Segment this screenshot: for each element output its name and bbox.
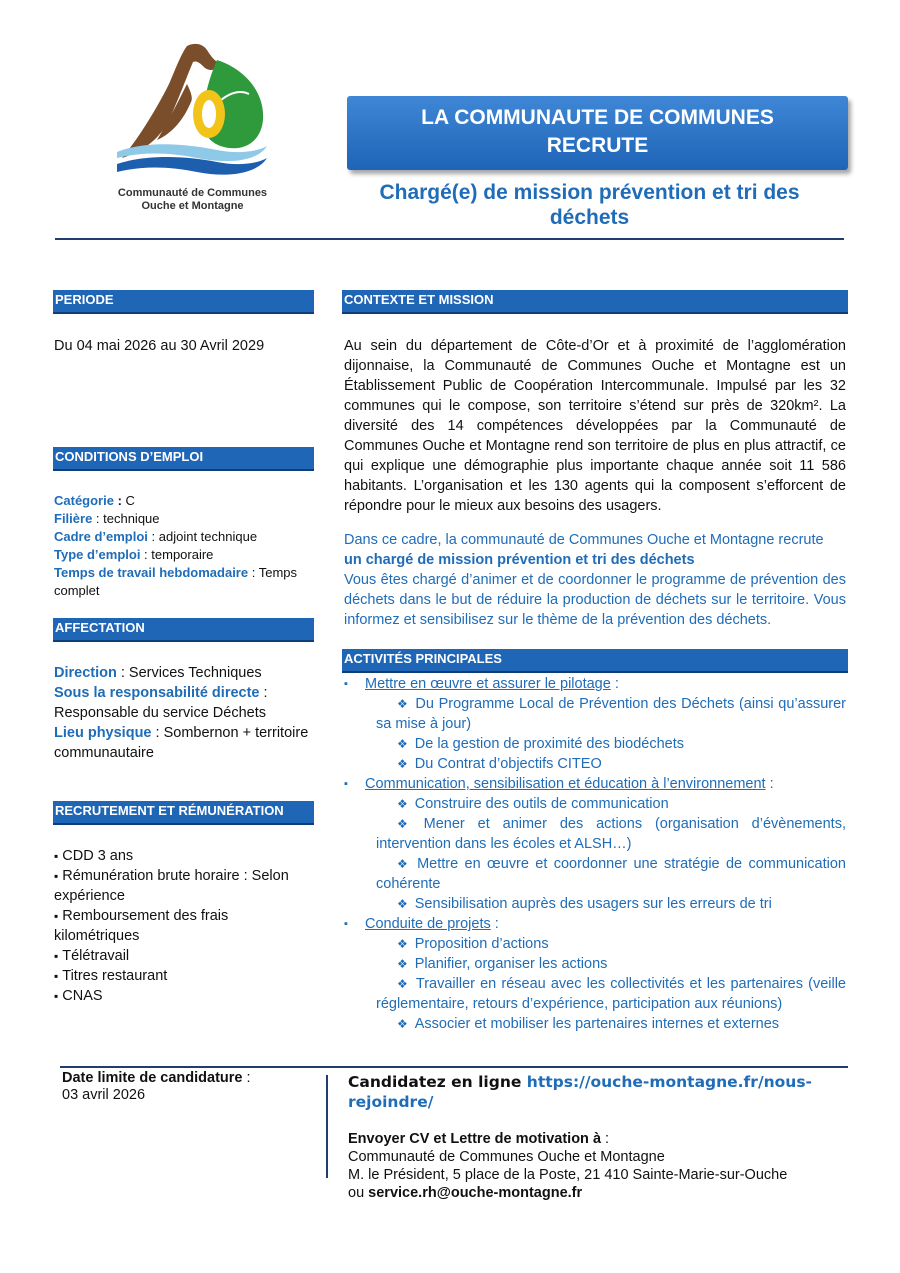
activity-group-suffix: : [765,776,774,792]
categorie-label: Catégorie [54,493,114,508]
section-header-recrutement: RECRUTEMENT ET RÉMUNÉRATION [53,801,314,825]
mission-intro: Dans ce cadre, la communauté de Communes Ouche et Montagne recrute [344,532,824,548]
list-item: ▪ Télétravail [54,946,314,966]
apply-block [348,1072,868,1202]
send-separator: : [601,1131,610,1147]
direction-label: Direction [54,665,117,681]
responsabilite-label: Sous la responsabilité directe [54,685,260,701]
cadre-label: Cadre d’emploi [54,529,148,544]
section-header-conditions: CONDITIONS D’EMPLOI [53,447,314,471]
square-bullet-icon: ▪ [344,778,348,790]
activity-group-suffix: : [490,916,499,932]
diamond-bullet-icon: ❖ [397,937,408,951]
apply-online-text: Candidatez en ligne [348,1073,527,1091]
send-label: Envoyer CV et Lettre de motivation à [348,1131,602,1147]
activites-list [344,674,846,1034]
type-label: Type d’emploi [54,547,141,562]
square-bullet-icon: ▪ [344,678,348,690]
email-line [348,1184,868,1202]
activity-item-text: Construire des outils de communication [414,796,669,812]
bottom-divider [60,1066,848,1068]
diamond-bullet-icon: ❖ [397,957,408,971]
activity-item [344,894,846,914]
logo-caption [105,187,280,213]
deadline-block [62,1070,312,1104]
activity-item-text: De la gestion de proximité des biodéchets [414,736,684,752]
activity-item-text: Associer et mobiliser les partenaires internes et externes [414,1016,780,1032]
section-header-periode: PERIODE [53,290,314,314]
diamond-bullet-icon: ❖ [397,1017,408,1031]
diamond-bullet-icon: ❖ [397,737,408,751]
email-link[interactable]: service.rh@ouche-montagne.fr [368,1185,583,1201]
affectation-list [54,663,314,763]
activity-item [344,694,846,734]
categorie-value: C [125,493,135,508]
logo-graphic [117,40,267,180]
affectation-responsabilite [54,683,314,723]
deadline-label: Date limite de candidature [62,1070,243,1086]
section-header-activites: ACTIVITÉS PRINCIPALES [342,649,848,673]
affectation-lieu [54,723,314,763]
periode-text: Du 04 mai 2026 au 30 Avril 2029 [54,338,265,354]
condition-type [54,546,314,564]
diamond-bullet-icon: ❖ [397,857,411,871]
square-bullet-icon: ▪ [344,918,348,930]
activity-item-text: Du Contrat d’objectifs CITEO [414,756,602,772]
logo-caption-line2: Ouche et Montagne [141,200,244,212]
or-text: ou [348,1185,369,1201]
temps-value: : Temps complet [54,565,297,598]
affectation-direction [54,663,314,683]
lieu-label: Lieu physique [54,725,152,741]
activity-group [344,674,846,694]
condition-cadre [54,528,314,546]
condition-filiere [54,510,314,528]
list-item: ▪ Titres restaurant [54,966,314,986]
diamond-bullet-icon: ❖ [397,817,417,831]
lieu-value: : Sombernon + territoire communautaire [54,725,309,761]
activity-group-title: Communication, sensibilisation et éducation à l’environnement [365,776,766,792]
activity-item [344,734,846,754]
activity-item-text: Planifier, organiser les actions [414,956,608,972]
mission-role: un chargé de mission prévention et tri des déchets [344,552,695,568]
temps-label: Temps de travail hebdomadaire [54,565,249,580]
filiere-label: Filière [54,511,93,526]
activity-item-text: Mettre en œuvre et coordonner une stratégie de communication cohérente [376,856,846,892]
job-title: Chargé(e) de mission prévention et tri des déchets [379,181,800,229]
banner-line1: LA COMMUNAUTE DE COMMUNES [421,106,774,129]
organization-logo [105,40,280,220]
section-header-contexte: CONTEXTE ET MISSION [342,290,848,314]
address-line1: Communauté de Communes Ouche et Montagne [348,1149,665,1165]
banner-line2: RECRUTE [546,134,649,157]
direction-value: : Services Techniques [116,665,262,681]
activity-item [344,854,846,894]
activity-item-text: Travailler en réseau avec les collectivités et les partenaires (veille réglementaire, retours d’expérience, participation aux réunions) [376,976,846,1012]
postal-address-block [348,1130,868,1202]
footer-vertical-divider [326,1075,328,1178]
list-item: ▪ Rémunération brute horaire : Selon expérience [54,866,314,906]
condition-categorie [54,492,314,510]
filiere-value: : technique [92,511,160,526]
mission-text: Vous êtes chargé d’animer et de coordonner le programme de prévention des déchets dans le but de réduire la production de déchets sur le territoire. Vous informez et sensibilisez sur le thème de la prévention des déchets. [344,572,846,628]
activity-group [344,914,846,934]
activity-group-title: Mettre en œuvre et assurer le pilotage [365,676,611,692]
activity-item [344,814,846,854]
mission-paragraph [344,530,846,630]
diamond-bullet-icon: ❖ [397,797,408,811]
contexte-paragraph: Au sein du département de Côte-d’Or et à proximité de l’agglomération dijonnaise, la Communauté de Communes Ouche et Montagne est un Établissement Public de Coopération Intercommunale. Impulsé par les 32 communes qui le compose, son territoire s’étend sur près de 320km². La diversité des 14 compétences développées par la Communauté de Communes Ouche et Montagne rend son territoire de plus en plus attractif, ce qui explique une démographie plus importante chaque année soit 11 586 habitants. L’organisation et les 130 agents qui la composent s’efforcent de répondre pour le mieux aux besoins des usagers. [344,338,846,514]
address-line2: M. le Président, 5 place de la Poste, 21 410 Sainte-Marie-sur-Ouche [348,1167,788,1183]
deadline-line [62,1070,312,1087]
activity-item [344,974,846,1014]
activity-item [344,1014,846,1034]
recruitment-banner [347,96,848,170]
activity-item [344,794,846,814]
responsabilite-value: : Responsable du service Déchets [54,685,268,721]
apply-online-line [348,1072,868,1112]
activity-item [344,954,846,974]
recrutement-list [54,846,314,1006]
deadline-date: 03 avril 2026 [62,1087,146,1103]
activity-group-suffix: : [610,676,619,692]
activity-item [344,754,846,774]
logo-caption-line1: Communauté de Communes [117,187,268,199]
send-line [348,1130,868,1148]
activity-group-title: Conduite de projets [365,916,491,932]
categorie-separator: : [113,493,126,508]
list-item: ▪ Remboursement des frais kilométriques [54,906,314,946]
diamond-bullet-icon: ❖ [397,977,409,991]
condition-temps [54,564,314,600]
diamond-bullet-icon: ❖ [397,697,409,711]
list-item: ▪ CNAS [54,986,314,1006]
type-value: : temporaire [140,547,214,562]
deadline-separator: : [242,1070,251,1086]
list-item: ▪ CDD 3 ans [54,846,314,866]
activity-item-text: Proposition d’actions [414,936,549,952]
cadre-value: : adjoint technique [147,529,258,544]
diamond-bullet-icon: ❖ [397,757,408,771]
section-header-affectation: AFFECTATION [53,618,314,642]
activity-item-text: Mener et animer des actions (organisation d’évènements, intervention dans les écoles et ALSH…) [376,816,846,852]
activity-item-text: Sensibilisation auprès des usagers sur les erreurs de tri [414,896,772,912]
activity-item-text: Du Programme Local de Prévention des Déchets (ainsi qu’assurer sa mise à jour) [376,696,846,732]
diamond-bullet-icon: ❖ [397,897,408,911]
activity-group [344,774,846,794]
activity-item [344,934,846,954]
apply-url-link[interactable]: https://ouche-montagne.fr/nous-rejoindre/ [348,1073,812,1111]
conditions-list [54,492,314,600]
top-divider [55,238,844,240]
